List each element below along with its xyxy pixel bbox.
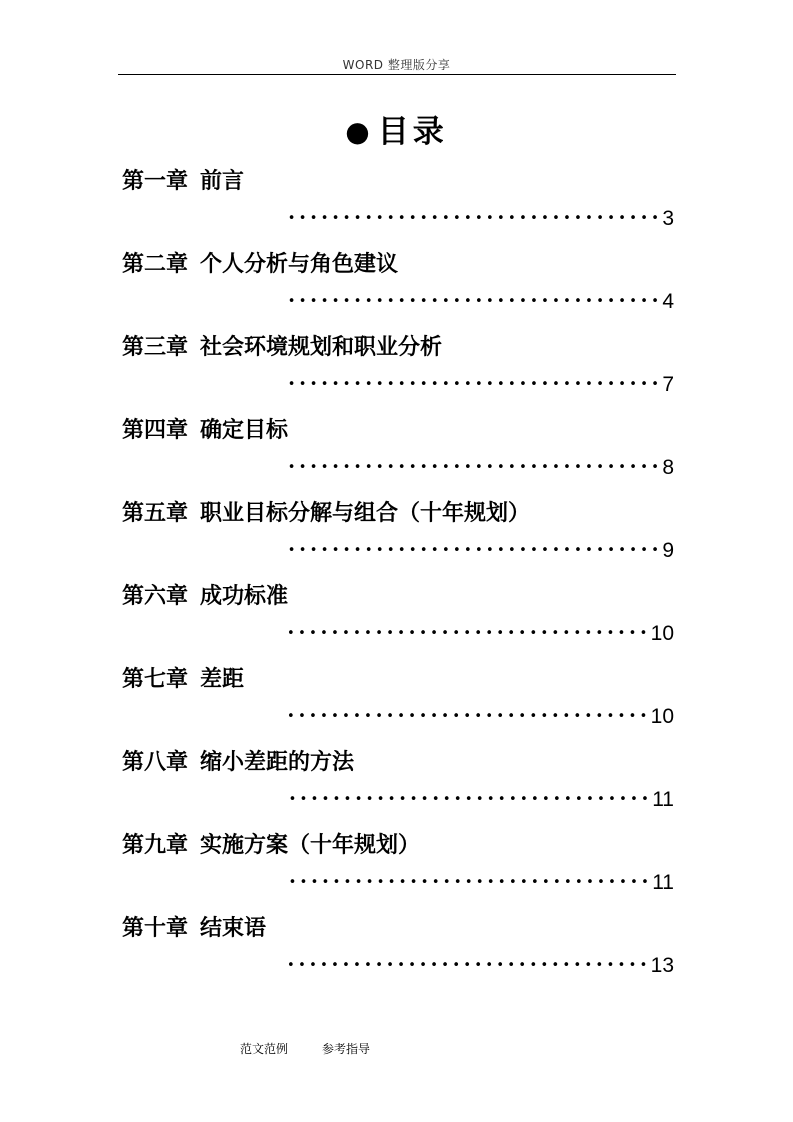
toc-leader	[287, 953, 674, 978]
toc-entry[interactable]	[0, 332, 793, 415]
dot-leader: •••••••••••••••••••••••••••••••••	[288, 875, 653, 890]
toc-title	[0, 106, 793, 151]
dot-leader: ••••••••••••••••••••••••••••••••••	[287, 460, 663, 475]
chapter-number: 第五章	[122, 500, 189, 526]
toc-entry-heading	[122, 581, 288, 611]
chapter-number: 第十章	[122, 915, 189, 941]
chapter-title: 实施方案（十年规划）	[200, 832, 421, 858]
toc-leader	[288, 206, 674, 231]
header-divider	[118, 74, 676, 75]
page-number: 8	[662, 456, 674, 479]
chapter-number: 第四章	[122, 417, 189, 443]
chapter-title: 个人分析与角色建议	[200, 251, 399, 277]
page-number: 10	[650, 622, 674, 645]
chapter-title: 确定目标	[200, 417, 289, 443]
toc-entry-heading	[122, 498, 530, 528]
chapter-title: 职业目标分解与组合（十年规划）	[200, 500, 531, 526]
toc-entry[interactable]	[0, 664, 793, 747]
chapter-title: 前言	[200, 168, 245, 194]
chapter-number: 第二章	[122, 251, 189, 277]
toc-entry[interactable]	[0, 498, 793, 581]
toc-entry-heading	[122, 166, 244, 196]
toc-leader	[288, 455, 674, 480]
toc-entry[interactable]	[0, 581, 793, 664]
footer-right-text: 参考指导	[322, 1042, 371, 1056]
toc-title-text: 目录	[377, 114, 448, 150]
page-number: 4	[662, 290, 674, 313]
bullet-icon: ●	[345, 115, 374, 148]
toc-entry[interactable]	[0, 249, 793, 332]
toc-entry-heading	[122, 830, 420, 860]
dot-leader: •••••••••••••••••••••••••••••••••	[287, 626, 651, 641]
chapter-title: 结束语	[200, 915, 267, 941]
toc-leader	[288, 289, 674, 314]
toc-entry-heading	[122, 332, 442, 362]
toc-leader	[289, 787, 674, 812]
page-number: 10	[650, 705, 674, 728]
chapter-title: 差距	[200, 666, 245, 692]
page-number: 11	[652, 871, 674, 894]
page-number: 3	[662, 207, 674, 230]
toc-entry[interactable]	[0, 913, 793, 996]
toc-entry-heading	[122, 913, 266, 943]
footer-left-text: 范文范例	[240, 1042, 289, 1056]
toc-leader	[288, 538, 674, 563]
page-number: 11	[652, 788, 674, 811]
page-number: 7	[662, 373, 674, 396]
chapter-number: 第九章	[122, 832, 189, 858]
dot-leader: ••••••••••••••••••••••••••••••••••	[287, 377, 663, 392]
dot-leader: •••••••••••••••••••••••••••••••••	[287, 958, 651, 973]
dot-leader: ••••••••••••••••••••••••••••••••••	[287, 294, 663, 309]
toc-leader	[287, 621, 674, 646]
toc-entry-heading	[122, 747, 354, 777]
toc-entry[interactable]	[0, 830, 793, 913]
toc-entry[interactable]	[0, 747, 793, 830]
toc-entry-heading	[122, 249, 398, 279]
page-footer	[240, 1040, 370, 1057]
page-header: WORD 整理版分享	[342, 58, 451, 72]
chapter-number: 第六章	[122, 583, 189, 609]
dot-leader: ••••••••••••••••••••••••••••••••••	[287, 211, 663, 226]
dot-leader: •••••••••••••••••••••••••••••••••	[287, 709, 651, 724]
chapter-number: 第八章	[122, 749, 189, 775]
toc-entry-heading	[122, 415, 288, 445]
chapter-title: 缩小差距的方法	[200, 749, 355, 775]
dot-leader: •••••••••••••••••••••••••••••••••	[288, 792, 653, 807]
chapter-number: 第一章	[122, 168, 189, 194]
chapter-number: 第七章	[122, 666, 189, 692]
dot-leader: ••••••••••••••••••••••••••••••••••	[287, 543, 663, 558]
toc-leader	[288, 372, 674, 397]
chapter-title: 成功标准	[200, 583, 289, 609]
toc-leader	[289, 870, 674, 895]
toc-entry[interactable]	[0, 415, 793, 498]
chapter-title: 社会环境规划和职业分析	[200, 334, 443, 360]
page-number: 9	[662, 539, 674, 562]
page-number: 13	[650, 954, 674, 977]
toc-entry[interactable]	[0, 166, 793, 249]
chapter-number: 第三章	[122, 334, 189, 360]
toc-entry-heading	[122, 664, 244, 694]
toc-leader	[287, 704, 674, 729]
